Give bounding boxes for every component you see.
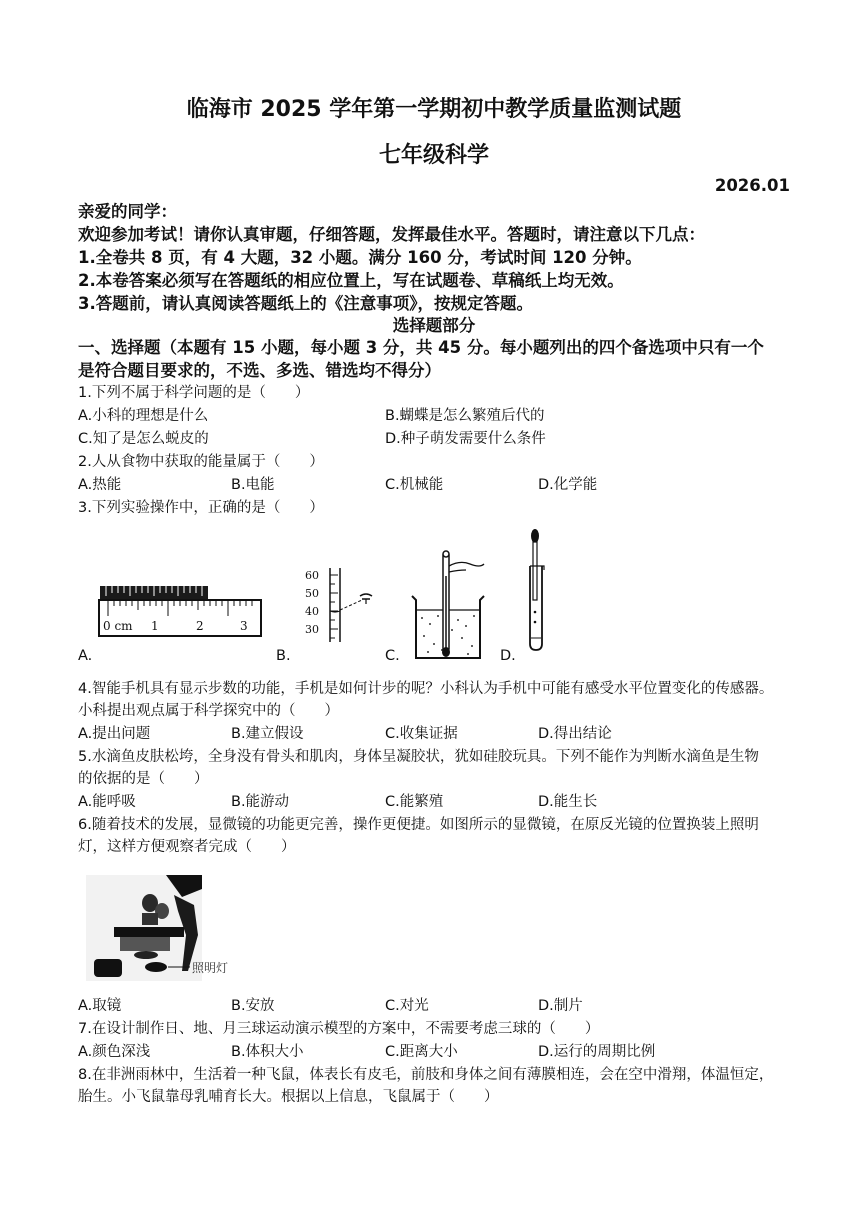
microscope-base: [94, 959, 122, 977]
question-1-option-b: B.蝴蝶是怎么繁殖后代的: [385, 408, 545, 424]
question-7-option-d: D.运行的周期比例: [538, 1044, 656, 1060]
question-2-stem: 2.人从食物中获取的能量属于（ ）: [78, 454, 324, 470]
question-1-option-c: C.知了是怎么蜕皮的: [78, 431, 209, 447]
question-3-option-a: A.: [78, 648, 93, 664]
question-1-option-a: A.小科的理想是什么: [78, 408, 209, 424]
question-6-option-c: C.对光: [385, 998, 429, 1014]
microscope-figure: [86, 875, 246, 981]
question-4-option-c: C.收集证据: [385, 726, 458, 742]
question-5-stem-line1: 5.水滴鱼皮肤松垮，全身没有骨头和肌肉，身体呈凝胶状，犹如硅胶玩具。下列不能作为判断水滴鱼是生物: [78, 749, 759, 765]
cylinder-label-50: 50: [305, 587, 319, 600]
question-6-option-b: B.安放: [231, 998, 275, 1014]
ruler-label-2: 2: [196, 619, 204, 633]
dropper-bulb: [531, 529, 539, 543]
question-5-option-a: A.能呼吸: [78, 794, 136, 810]
thermometer-bulb: [442, 647, 450, 657]
question-6-stem-line2: 灯，这样方便观察者完成（ ）: [78, 839, 296, 855]
question-8-stem-line2: 胎生。小飞鼠靠母乳哺育长大。根据以上信息，飞鼠属于（ ）: [78, 1089, 499, 1105]
cylinder-figure: [300, 566, 380, 646]
question-4-option-a: A.提出问题: [78, 726, 151, 742]
question-6-option-a: A.取镜: [78, 998, 122, 1014]
hand-icon: [449, 562, 484, 566]
part-title: 选择题部分: [392, 316, 476, 335]
ruler-label-0: 0 cm: [103, 619, 133, 633]
note-3: 3.答题前，请认真阅读答题纸上的《注意事项》，按规定答题。: [78, 294, 533, 313]
question-3-stem: 3.下列实验操作中，正确的是（ ）: [78, 500, 324, 516]
question-7-stem: 7.在设计制作日、地、月三球运动演示模型的方案中，不需要考虑三球的（ ）: [78, 1021, 600, 1037]
question-4-option-d: D.得出结论: [538, 726, 612, 742]
question-2-option-d: D.化学能: [538, 477, 598, 493]
welcome-text: 欢迎参加考试！请你认真审题，仔细答题，发挥最佳水平。答题时，请注意以下几点：: [78, 225, 705, 244]
exam-subtitle: 七年级科学: [378, 143, 489, 168]
dropper-tube: [533, 542, 537, 600]
question-7-option-b: B.体积大小: [231, 1044, 304, 1060]
question-4-stem-line2: 小科提出观点属于科学探究中的（ ）: [78, 703, 339, 719]
sight-line: [340, 600, 362, 610]
question-5-option-d: D.能生长: [538, 794, 598, 810]
question-2-option-c: C.机械能: [385, 477, 444, 493]
cylinder-label-60: 60: [305, 569, 319, 582]
exam-title: 临海市 2025 学年第一学期初中教学质量监测试题: [186, 97, 682, 122]
ruler-label-1: 1: [151, 619, 159, 633]
microscope-stage: [114, 927, 184, 937]
note-1: 1.全卷共 8 页，有 4 大题，32 小题。满分 160 分，考试时间 120 分钟。: [78, 248, 642, 267]
question-4-stem-line1: 4.智能手机具有显示步数的功能，手机是如何计步的呢？小科认为手机中可能有感受水平位置变化的传感器。: [78, 681, 774, 697]
question-3-option-d: D.: [500, 648, 516, 664]
note-2: 2.本卷答案必须写在答题纸的相应位置上，写在试题卷、草稿纸上均无效。: [78, 271, 624, 290]
cylinder-label-40: 40: [305, 605, 319, 618]
question-7-option-c: C.距离大小: [385, 1044, 458, 1060]
section-heading-line2: 是符合题目要求的，不选、多选、错选均不得分）: [78, 361, 441, 380]
dropper-testtube-figure: [522, 526, 558, 654]
question-6-stem-line1: 6.随着技术的发展，显微镜的功能更完善，操作更便捷。如图所示的显微镜，在原反光镜的位置换装上照明: [78, 817, 759, 833]
exam-date: 2026.01: [714, 176, 790, 195]
illuminator-label: 照明灯: [192, 961, 229, 975]
ruler-label-3: 3: [240, 619, 248, 633]
section-heading-line1: 一、选择题（本题有 15 小题，每小题 3 分，共 45 分。每小题列出的四个备选项中只有一个: [78, 338, 764, 357]
question-3-option-c: C.: [385, 648, 400, 664]
question-1-stem: 1.下列不属于科学问题的是（ ）: [78, 385, 310, 401]
question-2-option-a: A.热能: [78, 477, 122, 493]
question-3-option-b: B.: [276, 648, 291, 664]
question-5-option-b: B.能游动: [231, 794, 290, 810]
question-4-option-b: B.建立假设: [231, 726, 304, 742]
question-7-option-a: A.颜色深浅: [78, 1044, 151, 1060]
thermometer-beaker-figure: [408, 546, 488, 662]
ruler-figure: [98, 584, 264, 640]
cylinder-ticks: [330, 575, 338, 638]
greeting: 亲爱的同学：: [78, 202, 177, 221]
question-5-option-c: C.能繁殖: [385, 794, 444, 810]
question-1-option-d: D.种子萌发需要什么条件: [385, 431, 546, 447]
question-8-stem-line1: 8.在非洲雨林中，生活着一种飞鼠，体表长有皮毛，前肢和身体之间有薄膜相连，会在空中滑翔，体温恒定，: [78, 1067, 774, 1083]
cylinder-label-30: 30: [305, 623, 319, 636]
illuminator-lamp: [145, 962, 167, 972]
question-6-option-d: D.制片: [538, 998, 583, 1014]
question-2-option-b: B.电能: [231, 477, 275, 493]
question-5-stem-line2: 的依据的是（ ）: [78, 771, 209, 787]
eye-icon: [360, 594, 372, 604]
